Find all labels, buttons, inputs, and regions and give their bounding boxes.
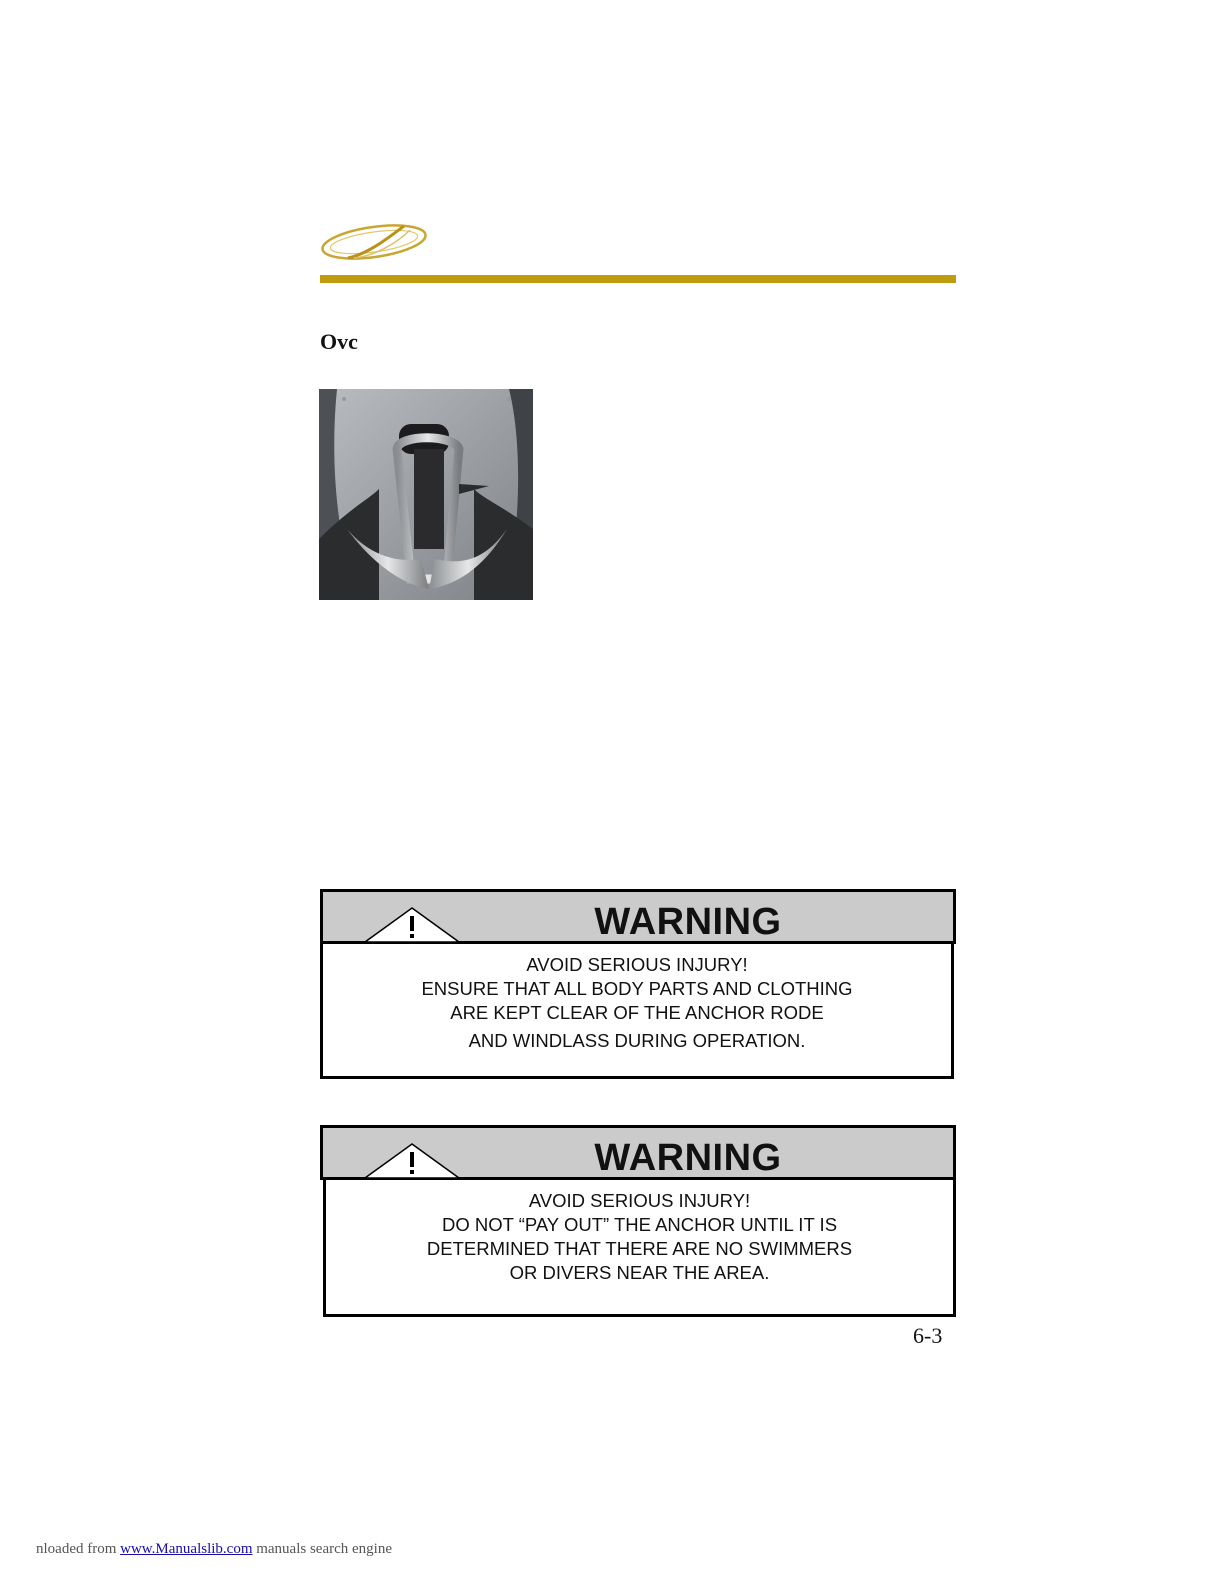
- footer-link[interactable]: www.Manualslib.com: [120, 1541, 253, 1557]
- warning-triangle-icon: [363, 1142, 461, 1180]
- warning-line: ENSURE THAT ALL BODY PARTS AND CLOTHING: [421, 978, 853, 999]
- warning-line: DO NOT “PAY OUT” THE ANCHOR UNTIL IT IS: [441, 1214, 838, 1235]
- warning-title: WARNING: [594, 901, 782, 943]
- warning-header: [320, 889, 956, 944]
- warning-header: [320, 1125, 956, 1180]
- warning-line: DETERMINED THAT THERE ARE NO SWIMMERS: [426, 1238, 853, 1259]
- warning-body: [323, 1180, 956, 1317]
- warning-line: AVOID SERIOUS INJURY!: [526, 954, 748, 975]
- header-rule: [320, 275, 956, 283]
- brand-logo: [318, 218, 430, 266]
- warning-title: WARNING: [594, 1137, 782, 1179]
- warning-line: OR DIVERS NEAR THE AREA.: [509, 1262, 770, 1283]
- footer-prefix: nloaded from: [36, 1541, 121, 1557]
- warning-box: [320, 889, 956, 1079]
- warning-body: [320, 944, 954, 1079]
- swoosh-logo-icon: [318, 218, 430, 266]
- warning-triangle-icon: [363, 906, 461, 944]
- page-number: 6-3: [913, 1323, 943, 1348]
- anchor-photo: [319, 389, 533, 600]
- warning-line: AVOID SERIOUS INJURY!: [528, 1190, 751, 1211]
- footer: [36, 1541, 392, 1558]
- warning-line: AND WINDLASS DURING OPERATION.: [468, 1030, 806, 1051]
- warning-line: ARE KEPT CLEAR OF THE ANCHOR RODE: [450, 1002, 824, 1023]
- section-heading: Ovc: [320, 329, 358, 354]
- warning-box: [320, 1125, 956, 1317]
- footer-suffix: manuals search engine: [252, 1541, 393, 1557]
